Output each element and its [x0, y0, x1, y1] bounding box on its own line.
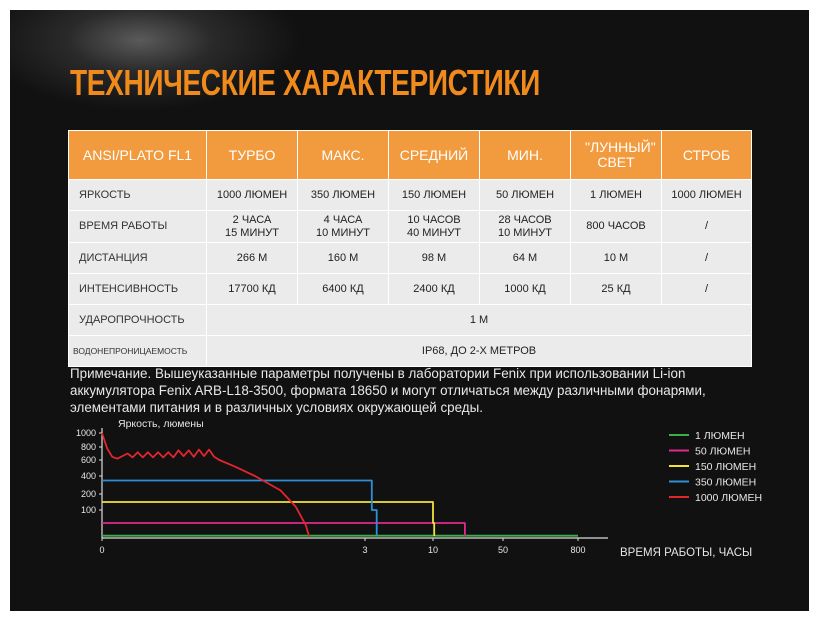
row-label: ИНТЕНСИВНОСТЬ	[69, 274, 207, 305]
cell-line: 10 МИНУТ	[497, 226, 552, 239]
y-tick-label: 200	[80, 489, 96, 499]
column-header: ТУРБО	[207, 131, 298, 180]
footnote: Примечание. Вышеуказанные параметры получены в лаборатории Fenix при использовании Li-ion аккумулятора Fenix ARB-L18-3500, формата 18650 и могут отличаться между различными фонарями, элементами питания и в различных условиях окружающей среды.	[70, 366, 706, 415]
table-cell-merged: IP68, ДО 2-Х МЕТРОВ	[207, 336, 752, 367]
table-cell: 2400 КД	[389, 274, 480, 305]
x-tick-label: 800	[570, 545, 586, 555]
table-cell: 50 ЛЮМЕН	[480, 180, 571, 211]
row-label: ДИСТАНЦИЯ	[69, 243, 207, 274]
column-header: СРЕДНИЙ	[389, 131, 480, 180]
cell-line: 40 МИНУТ	[406, 226, 461, 239]
column-header: МАКС.	[298, 131, 389, 180]
table-cell: 350 ЛЮМЕН	[298, 180, 389, 211]
x-tick-label: 0	[99, 545, 105, 555]
y-tick-label: 1000	[75, 428, 96, 438]
page-title: ТЕХНИЧЕСКИЕ ХАРАКТЕРИСТИКИ	[70, 62, 540, 103]
table-cell: 64 М	[480, 243, 571, 274]
table-cell: 266 М	[207, 243, 298, 274]
column-header: СТРОБ	[662, 131, 752, 180]
table-cell: 1000 ЛЮМЕН	[207, 180, 298, 211]
row-label: УДАРОПРОЧНОСТЬ	[69, 305, 207, 336]
x-tick-label: 3	[362, 545, 368, 555]
cell-line: 10 ЧАСОВ	[407, 213, 461, 226]
cell-line: /	[704, 220, 709, 232]
column-header: "ЛУННЫЙ" СВЕТ	[571, 131, 662, 180]
table-corner-header: ANSI/PLATO FL1	[69, 131, 207, 180]
y-tick-label: 100	[80, 505, 96, 515]
column-header: МИН.	[480, 131, 571, 180]
table-cell: 6400 КД	[298, 274, 389, 305]
row-label: ЯРКОСТЬ	[69, 180, 207, 211]
table-cell-merged: 1 М	[207, 305, 752, 336]
row-label: ВОДОНЕПРОНИЦАЕМОСТЬ	[69, 336, 207, 367]
cell-line: 800 ЧАСОВ	[586, 220, 646, 232]
slide	[10, 10, 809, 611]
x-tick-label: 50	[497, 545, 509, 555]
x-axis-label: ВРЕМЯ РАБОТЫ, ЧАСЫ	[620, 547, 753, 559]
table-cell: 1 ЛЮМЕН	[571, 180, 662, 211]
table-cell: 98 М	[389, 243, 480, 274]
row-label: ВРЕМЯ РАБОТЫ	[69, 211, 207, 243]
legend-label: 150 ЛЮМЕН	[695, 461, 757, 473]
legend-label: 1000 ЛЮМЕН	[695, 492, 763, 504]
series-line	[102, 433, 309, 536]
table-cell: 25 КД	[571, 274, 662, 305]
legend-label: 350 ЛЮМЕН	[695, 476, 757, 489]
table-cell: 17700 КД	[207, 274, 298, 305]
runtime-chart	[10, 10, 809, 611]
y-axis-label: Яркость, люмены	[118, 418, 204, 430]
table-cell: 150 ЛЮМЕН	[389, 180, 480, 211]
y-tick-label: 600	[80, 455, 96, 465]
table-cell: 160 М	[298, 243, 389, 274]
cell-line: 2 ЧАСА	[232, 213, 272, 226]
series-line	[102, 523, 465, 536]
series-line	[102, 481, 377, 537]
legend-label: 1 ЛЮМЕН	[695, 430, 745, 442]
legend-label: 50 ЛЮМЕН	[695, 445, 751, 458]
y-tick-label: 800	[80, 442, 96, 452]
cell-line: 28 ЧАСОВ	[498, 213, 552, 226]
table-cell: /	[662, 274, 752, 305]
table-cell: 1000 ЛЮМЕН	[662, 180, 752, 211]
cell-line: 4 ЧАСА	[323, 213, 363, 226]
series-line	[102, 502, 434, 536]
table-cell: 10 М	[571, 243, 662, 274]
cell-line: 15 МИНУТ	[224, 226, 279, 239]
table-cell: 1000 КД	[480, 274, 571, 305]
cell-line: 10 МИНУТ	[315, 226, 370, 239]
x-tick-label: 10	[427, 545, 439, 555]
y-tick-label: 400	[80, 471, 96, 481]
table-cell: /	[662, 243, 752, 274]
